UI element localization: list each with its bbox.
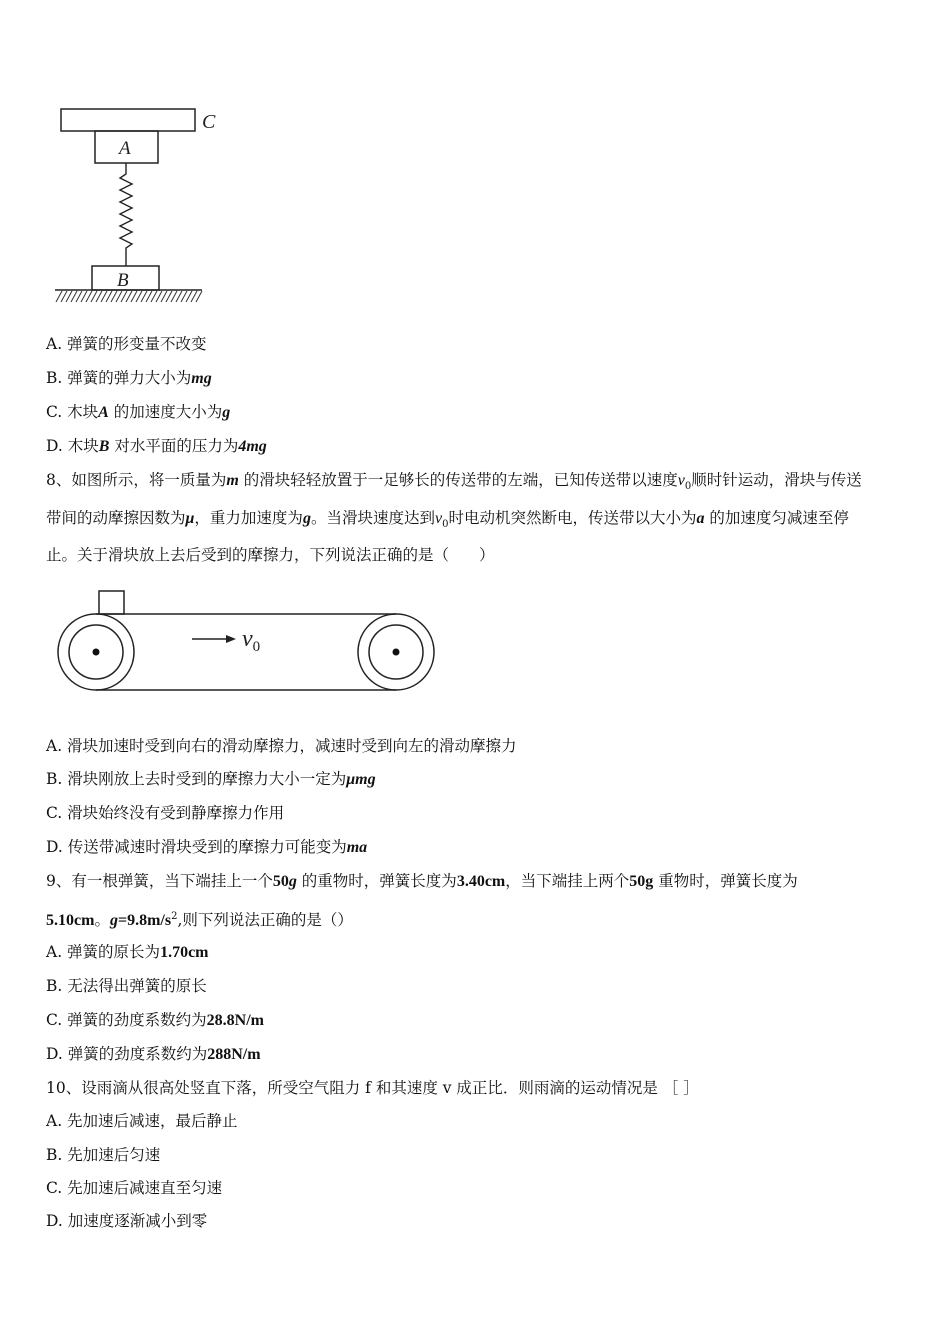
slider-block bbox=[99, 591, 124, 614]
ground-hatch bbox=[56, 291, 202, 302]
q7-option-a: A. 弹簧的形变量不改变 bbox=[46, 335, 207, 353]
q10-option-a: A. 先加速后减速，最后静止 bbox=[46, 1112, 238, 1130]
q8-option-d: D. 传送带减速时滑块受到的摩擦力可能变为ma bbox=[46, 838, 368, 856]
q9-stem-line1: 9、有一根弹簧，当下端挂上一个50g 的重物时，弹簧长度为3.40cm，当下端挂上两个50g 重物时，弹簧长度为 bbox=[46, 872, 798, 890]
q9-option-c: C. 弹簧的劲度系数约为28.8N/m bbox=[46, 1011, 264, 1029]
label-c: C bbox=[202, 111, 216, 133]
q7-option-d: D. 木块B 对水平面的压力为4mg bbox=[46, 437, 267, 455]
right-pulley-axle bbox=[393, 649, 400, 656]
velocity-arrowhead bbox=[226, 635, 236, 643]
q9-option-a: A. 弹簧的原长为1.70cm bbox=[46, 943, 209, 961]
label-b: B bbox=[117, 270, 129, 291]
q9-option-b: B. 无法得出弹簧的原长 bbox=[46, 977, 207, 995]
q8-stem-line3: 止。关于滑块放上去后受到的摩擦力，下列说法正确的是（ ） bbox=[46, 546, 495, 564]
label-a: A bbox=[119, 138, 131, 159]
spring-block-figure bbox=[50, 104, 230, 308]
spring bbox=[120, 163, 132, 266]
q8-option-b: B. 滑块刚放上去时受到的摩擦力大小一定为μmg bbox=[46, 770, 376, 788]
q10-option-c: C. 先加速后减速直至匀速 bbox=[46, 1179, 223, 1197]
q8-stem-line2: 带间的动摩擦因数为μ，重力加速度为g。当滑块速度达到$v_0$时电动机突然断电，传送带以大小为a 的加速度匀减速至停 bbox=[46, 509, 849, 531]
q9-option-d: D. 弹簧的劲度系数约为288N/m bbox=[46, 1045, 261, 1063]
conveyor-belt-figure bbox=[50, 584, 450, 700]
q7-option-b: B. 弹簧的弹力大小为mg bbox=[46, 369, 212, 387]
left-pulley-axle bbox=[93, 649, 100, 656]
q9-stem-line2: 5.10cm。$g=9.8m/s^2$,则下列说法正确的是（） bbox=[46, 911, 353, 930]
q10-stem: 10、设雨滴从很高处竖直下落，所受空气阻力 f 和其速度 v 成正比．则雨滴的运动情况是 ［ ］ bbox=[46, 1079, 699, 1097]
q10-option-b: B. 先加速后匀速 bbox=[46, 1146, 161, 1164]
q7-option-c: C. 木块A 的加速度大小为g bbox=[46, 403, 231, 421]
q8-option-c: C. 滑块始终没有受到静摩擦力作用 bbox=[46, 804, 285, 822]
velocity-label: $v_0$ bbox=[242, 626, 261, 655]
q10-option-d: D. 加速度逐渐减小到零 bbox=[46, 1212, 208, 1230]
plate-c bbox=[61, 109, 195, 131]
q8-option-a: A. 滑块加速时受到向右的滑动摩擦力，减速时受到向左的滑动摩擦力 bbox=[46, 737, 517, 755]
q8-stem-line1: 8、如图所示，将一质量为m 的滑块轻轻放置于一足够长的传送带的左端，已知传送带以速度$v_0$顺时针运动，滑块与传送 bbox=[46, 471, 862, 493]
